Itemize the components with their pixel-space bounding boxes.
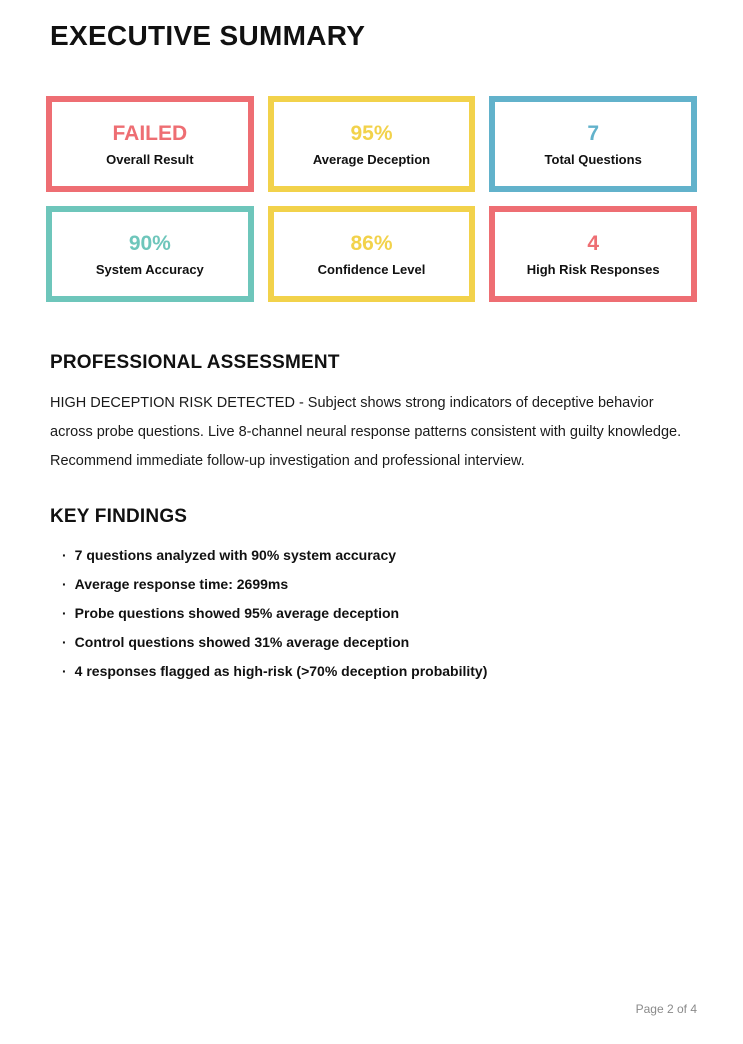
card-label: Average Deception [312,151,431,167]
key-finding-item [62,606,697,620]
card-total-questions [489,96,697,192]
key-finding-item [62,664,697,678]
card-value: 4 [587,231,599,255]
card-label: System Accuracy [95,261,204,277]
card-label: Total Questions [544,151,642,167]
card-label: Overall Result [106,151,194,167]
card-value: FAILED [112,121,188,145]
key-finding-item [62,635,697,649]
card-high-risk-responses [489,206,697,302]
card-confidence-level [268,206,476,302]
key-finding-item [62,577,697,591]
professional-assessment-section [46,352,697,476]
bullet-icon: · [62,605,67,621]
bullet-icon: · [62,634,67,650]
card-label: High Risk Responses [526,261,660,277]
card-overall-result [46,96,254,192]
professional-assessment-body: HIGH DECEPTION RISK DETECTED - Subject shows strong indicators of deceptive behavior across probe questions. Live 8-channel neural response patterns consistent with guilty knowledge. Recommend immediate follow-up investigation and professional interview. [50,395,682,469]
key-findings-section [46,506,697,678]
card-system-accuracy [46,206,254,302]
key-finding-text: 4 responses flagged as high-risk (>70% deception probability) [74,663,488,679]
key-finding-text: 7 questions analyzed with 90% system accuracy [74,547,397,563]
key-finding-text: Control questions showed 31% average deception [74,634,410,650]
page-title: EXECUTIVE SUMMARY [50,20,366,51]
key-findings-list [46,548,697,678]
bullet-icon: · [62,576,67,592]
card-value: 90% [128,231,171,255]
bullet-icon: · [62,663,67,679]
page-number: Page 2 of 4 [635,1002,697,1016]
bullet-icon: · [62,547,67,563]
card-label: Confidence Level [317,261,426,277]
key-findings-heading: KEY FINDINGS [50,506,188,527]
card-value: 86% [350,231,393,255]
key-finding-text: Probe questions showed 95% average deception [74,605,400,621]
key-finding-item [62,548,697,562]
summary-cards-grid [46,96,697,302]
card-value: 7 [587,121,599,145]
card-average-deception [268,96,476,192]
key-finding-text: Average response time: 2699ms [74,576,289,592]
professional-assessment-heading: PROFESSIONAL ASSESSMENT [50,352,340,373]
card-value: 95% [350,121,393,145]
